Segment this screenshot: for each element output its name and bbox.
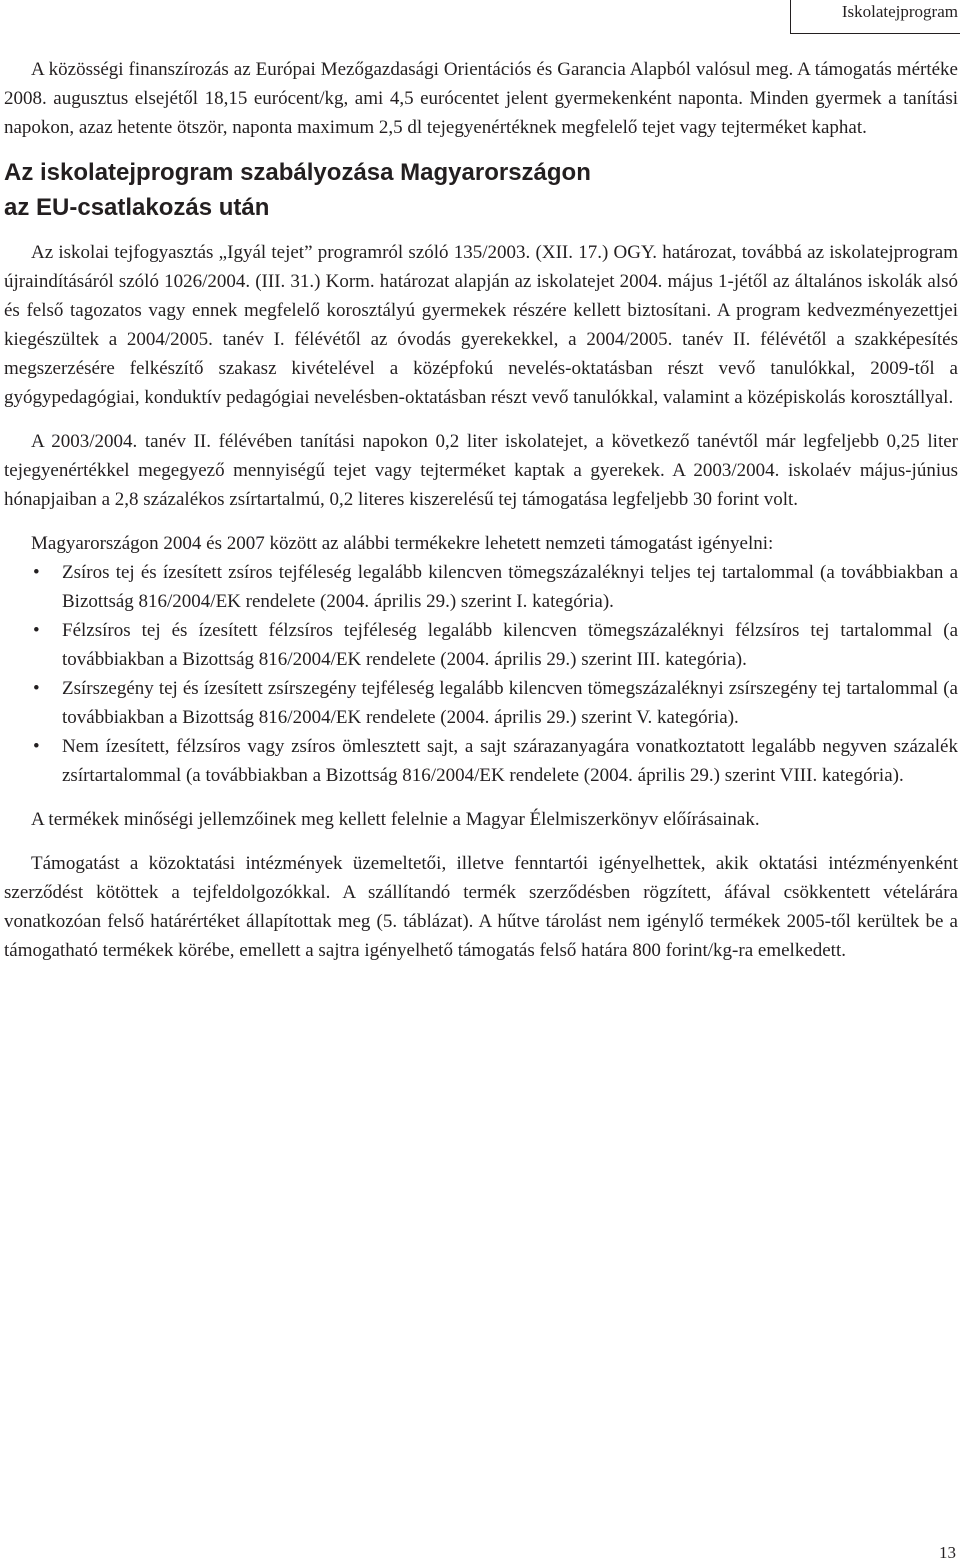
running-header-title: Iskolatejprogram bbox=[841, 2, 958, 21]
bullet-icon: • bbox=[33, 678, 40, 699]
page-content bbox=[4, 55, 958, 965]
bullet-icon: • bbox=[33, 562, 40, 583]
list-item-text: Zsírszegény tej és ízesített zsírszegény tejféleség legalább kilencven tömegszázaléknyi zsírszegény tej tartalommal (a továbbiakban a Bizottság 816/2004/EK rendelete (2004. április 29.) szerint V. kategória). bbox=[62, 678, 958, 728]
paragraph-list-intro: Magyarországon 2004 és 2007 között az alábbi termékekre lehetett nemzeti támogatást igényelni: bbox=[31, 533, 774, 554]
section-heading-line-1: Az iskolatejprogram szabályozása Magyarországon bbox=[4, 159, 591, 186]
paragraph-quality: A termékek minőségi jellemzőinek meg kellett felelnie a Magyar Élelmiszerkönyv előírásainak. bbox=[31, 809, 760, 830]
list-item-text: Nem ízesített, félzsíros vagy zsíros ömlesztett sajt, a sajt szárazanyagára vonatkoztatott legalább negyven százalék zsírtartalommal (a továbbiakban a Bizottság 816/2004/EK rendelete (2004. április 29.) szerint VIII. kategória). bbox=[62, 736, 958, 786]
list-item bbox=[4, 558, 958, 616]
paragraph-support: Támogatást a közoktatási intézmények üzemeltetői, illetve fenntartói igényelhettek, akik oktatási intézményenként szerződést kötöttek a tejfeldolgozókkal. A szállítandó termék szerződésben rögzített, áfával csökkentett vételárára vonatkozóan felső határértéket állapítottak meg (5. táblázat). A hűtve tárolást nem igénylő termékek 2005-től kerültek be a támogatható termékek körébe, emellett a sajtra igényelhető támogatás felső határa 800 forint/kg-ra emelkedett. bbox=[4, 853, 958, 961]
product-category-list bbox=[4, 558, 958, 790]
paragraph-regulation: Az iskolai tejfogyasztás „Igyál tejet” programról szóló 135/2003. (XII. 17.) OGY. határozat, továbbá az iskolatejprogram újraindításáról szóló 1026/2004. (III. 31.) Korm. határozat alapján az iskolatejet 2004. május 1-jétől az általános iskolák alsó és felső tagozatos vagy ennek megfelelő korosztályú gyermekek részére kellett biztosítani. A program kedvezményezettjei kiegészültek a 2004/2005. tanév I. félévétől az óvodás gyerekekkel, a 2004/2005. tanév II. félévétől a szakképesítés megszerzésére felkészítő szakasz kivételével a középfokú nevelés-oktatásban részt vevő tanulókkal, 2009-től a gyógypedagógiai, konduktív pedagógiai nevelésben-oktatásban részt vevő tanulókkal, valamint a középiskolás korosztállyal. bbox=[4, 242, 958, 408]
list-item-text: Félzsíros tej és ízesített félzsíros tejféleség legalább kilencven tömegszázaléknyi félzsíros tej tartalommal (a továbbiakban a Bizottság 816/2004/EK rendelete (2004. április 29.) szerint III. kategória). bbox=[62, 620, 958, 670]
list-item-text: Zsíros tej és ízesített zsíros tejféleség legalább kilencven tömegszázaléknyi teljes tej tartalommal (a továbbiakban a Bizottság 816/2004/EK rendelete (2004. április 29.) szerint I. kategória). bbox=[62, 562, 958, 612]
section-heading bbox=[4, 155, 958, 225]
list-item bbox=[4, 674, 958, 732]
section-heading-line-2: az EU-csatlakozás után bbox=[4, 194, 270, 221]
page-number: 13 bbox=[939, 1543, 956, 1562]
running-header bbox=[790, 0, 960, 34]
bullet-icon: • bbox=[33, 620, 40, 641]
list-item bbox=[4, 732, 958, 790]
list-item bbox=[4, 616, 958, 674]
bullet-icon: • bbox=[33, 736, 40, 757]
paragraph-intro: A közösségi finanszírozás az Európai Mezőgazdasági Orientációs és Garancia Alapból valósul meg. A támogatás mértéke 2008. augusztus elsejétől 18,15 eurócent/kg, ami 4,5 eurócentet jelent gyermekenként naponta. Minden gyermek a tanítási napokon, azaz hetente ötször, naponta maximum 2,5 dl tejegyenértéknek megfelelő tejet vagy tejterméket kaphat. bbox=[4, 59, 958, 138]
paragraph-semester: A 2003/2004. tanév II. félévében tanítási napokon 0,2 liter iskolatejet, a következő tanévtől már legfeljebb 0,25 liter tejegyenértékkel megegyező mennyiségű tejet vagy tejterméket kaptak a gyerekek. A 2003/2004. iskolaév május-június hónapjaiban a 2,8 százalékos zsírtartalmú, 0,2 literes kiszerelésű tej támogatása legfeljebb 30 forint volt. bbox=[4, 431, 958, 510]
